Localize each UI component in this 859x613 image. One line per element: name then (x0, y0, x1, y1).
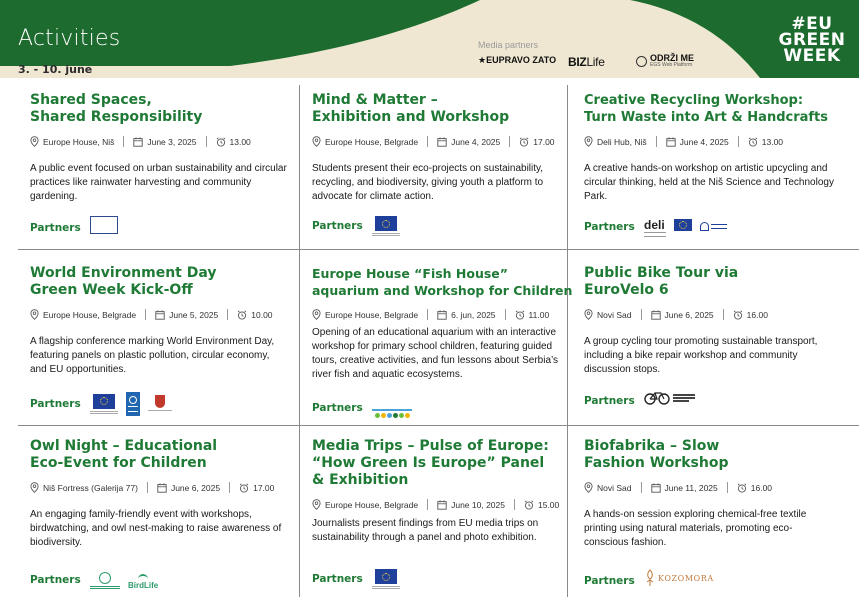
event-time: 11.00 (528, 309, 550, 320)
event-date: June 5, 2025 (169, 309, 219, 320)
media-partners-label: Media partners (478, 40, 539, 50)
partner-logo-delegation-of-the-european-union-to-the-republic-of-serbia (372, 569, 400, 589)
event-title: Creative Recycling Workshop: Turn Waste into Art & Handcrafts (584, 93, 828, 125)
odrzi-me-logo: ODRŽI ME EGS Web Platform (636, 54, 694, 68)
calendar-icon (666, 137, 676, 147)
partners-label: Partners (584, 394, 635, 407)
partners-label: Partners (584, 220, 635, 233)
event-date: June 6, 2025 (664, 309, 714, 320)
partners-label: Partners (312, 402, 363, 414)
partner-logo-eu (674, 218, 692, 236)
event-card (584, 265, 829, 425)
partners-row (312, 398, 420, 418)
event-meta (584, 309, 829, 320)
event-meta (584, 482, 834, 493)
event-title: Shared Spaces, Shared Responsibility (30, 92, 203, 125)
event-meta (312, 499, 567, 510)
location-pin-icon (30, 482, 39, 493)
event-location: Deli Hub, Niš (597, 136, 647, 147)
partners-row (312, 569, 408, 589)
partner-logo-institut-fran-ais (90, 216, 118, 239)
partner-logo-deli: deli (644, 216, 666, 237)
partner-logo-novosadska-biciklisti-ka-inicijativa (644, 391, 695, 410)
alarm-clock-icon (515, 310, 525, 320)
partners-row (312, 216, 408, 236)
event-card (30, 438, 285, 598)
event-time: 13.00 (229, 136, 251, 147)
event-location: Niš Fortress (Galerija 77) (43, 482, 138, 493)
event-time: 16.00 (746, 309, 768, 320)
alarm-clock-icon (237, 310, 247, 320)
partners-row (584, 391, 703, 410)
event-meta (312, 309, 574, 320)
event-date: June 4, 2025 (451, 136, 501, 147)
event-card (30, 265, 285, 425)
event-time: 16.00 (750, 482, 773, 493)
event-location: Europe House, Niš (43, 136, 115, 147)
partners-label: Partners (584, 574, 635, 587)
event-meta (30, 136, 295, 147)
event-meta (30, 309, 285, 320)
odrzi-ring-icon (636, 56, 647, 67)
partner-logo-republic-of-serbia (148, 395, 172, 413)
partners-label: Partners (312, 573, 363, 585)
calendar-icon (437, 137, 447, 147)
calendar-icon (155, 310, 165, 320)
calendar-icon (651, 310, 661, 320)
event-location: Europe House, Belgrade (325, 309, 419, 320)
event-card (312, 438, 567, 598)
location-pin-icon (30, 309, 39, 320)
event-title: Mind & Matter – Exhibition and Workshop (312, 92, 510, 125)
event-date: June 10, 2025 (451, 499, 505, 510)
partner-logo-eu-delegation (90, 394, 118, 414)
location-pin-icon (584, 309, 593, 320)
row-divider (18, 425, 859, 426)
event-time: 10.00 (251, 309, 273, 320)
partners-label: Partners (30, 397, 81, 410)
event-description: A hands-on session exploring chemical-free textile printing using natural materials, promoting eco-conscious fashion. (584, 509, 807, 548)
location-pin-icon (312, 136, 321, 147)
location-pin-icon (584, 136, 593, 147)
partner-logo-delegation-of-the-european-union-to-the-republic-of-serbia (372, 216, 400, 236)
alarm-clock-icon (737, 483, 747, 493)
alarm-clock-icon (524, 500, 534, 510)
event-card (312, 265, 574, 425)
partners-label: Partners (312, 220, 363, 232)
event-title: World Environment Day Green Week Kick-Off (30, 265, 217, 298)
event-title: Europe House “Fish House” aquarium and Workshop for Children (312, 266, 573, 298)
event-title: Biofabrika – Slow Fashion Workshop (584, 438, 729, 471)
location-pin-icon (30, 136, 39, 147)
event-description: A public event focused on urban sustainability and circular practices like rainwater harvesting and community gardening. (30, 163, 287, 202)
header-green-shapes (0, 0, 859, 78)
calendar-icon (651, 483, 661, 493)
partner-logo-bird-protection-society (90, 571, 120, 589)
calendar-icon (437, 310, 447, 320)
event-description: A group cycling tour promoting sustainable transport, including a bike repair workshop and community discussion stops. (584, 336, 818, 375)
event-date: 6. jun, 2025 (451, 309, 496, 320)
event-description: Opening of an educational aquarium with an interactive workshop for primary school children, featuring guided tours, creative activities, and fun lessons about Serbia’s river fish and aquatic ecosystems. (312, 327, 559, 380)
location-pin-icon (312, 499, 321, 510)
calendar-icon (437, 500, 447, 510)
partner-logo-undp (126, 391, 140, 416)
event-card (312, 92, 562, 252)
page-title: Activities (18, 26, 121, 51)
partner-logo-evropska-ku-a (700, 218, 727, 236)
event-description: Journalists present findings from EU media trips on sustainability through a panel and photo exhibition. (312, 518, 539, 543)
event-location: Europe House, Belgrade (325, 136, 419, 147)
bizlife-logo: BIZLife (568, 55, 605, 69)
event-card (584, 438, 834, 598)
partners-row (30, 569, 166, 590)
partners-label: Partners (30, 221, 81, 234)
event-card (30, 92, 295, 252)
event-location: Novi Sad (597, 482, 632, 493)
alarm-clock-icon (239, 483, 249, 493)
event-meta (30, 482, 285, 493)
partners-row (30, 216, 126, 239)
event-meta (312, 136, 562, 147)
event-time: 13.00 (761, 136, 784, 147)
alarm-clock-icon (519, 137, 529, 147)
partners-row (30, 391, 180, 416)
date-range: 3. - 10. june (18, 63, 93, 76)
partners-row (584, 569, 722, 592)
event-date: June 11, 2025 (664, 482, 718, 493)
event-title: Owl Night – Educational Eco-Event for Children (30, 438, 218, 471)
euprava-logo: ★EUPRAVO ZATO (478, 55, 557, 65)
calendar-icon (133, 137, 143, 147)
header-banner (0, 0, 859, 78)
calendar-icon (157, 483, 167, 493)
partners-row (584, 216, 735, 237)
alarm-clock-icon (733, 310, 743, 320)
event-date: June 6, 2025 (170, 482, 221, 493)
column-divider (299, 85, 300, 597)
event-meta (584, 136, 834, 147)
event-time: 17.00 (533, 136, 555, 147)
event-location: Europe House, Belgrade (325, 499, 419, 510)
event-location: Europe House, Belgrade (43, 309, 137, 320)
event-time: 15.00 (537, 499, 560, 510)
event-description: A creative hands-on workshop on artistic upcycling and circular thinking, held at the Niš Science and Technology Park. (584, 163, 834, 202)
partner-logo-kozomora: KOZOMORA (644, 569, 714, 592)
event-time: 17.00 (253, 482, 275, 493)
alarm-clock-icon (748, 137, 758, 147)
event-title: Public Bike Tour via EuroVelo 6 (584, 265, 739, 298)
event-location: Novi Sad (597, 309, 632, 320)
partner-logo-eu-for-green-agenda-in-serbia (372, 398, 412, 418)
partner-logo-birdlife: BirdLife (128, 569, 158, 590)
event-description: Students present their eco-projects on sustainability, recycling, and biodiversity, giving youth a platform to advocate for climate action. (312, 163, 544, 202)
location-pin-icon (312, 309, 321, 320)
event-title: Media Trips – Pulse of Europe: “How Green Is Europe” Panel & Exhibition (312, 438, 549, 488)
alarm-clock-icon (216, 137, 226, 147)
eu-green-week-logo: #EU GREEN WEEK (778, 14, 846, 66)
event-description: An engaging family-friendly event with workshops, birdwatching, and owl nest-making to raise awareness of biodiversity. (30, 509, 282, 548)
event-description: A flagship conference marking World Environment Day, featuring panels on plastic pollution, circular economy, and EU opportunities. (30, 336, 275, 375)
event-date: June 4, 2025 (679, 136, 729, 147)
event-date: June 3, 2025 (147, 136, 197, 147)
location-pin-icon (584, 482, 593, 493)
partners-label: Partners (30, 573, 81, 586)
event-card (584, 92, 834, 252)
